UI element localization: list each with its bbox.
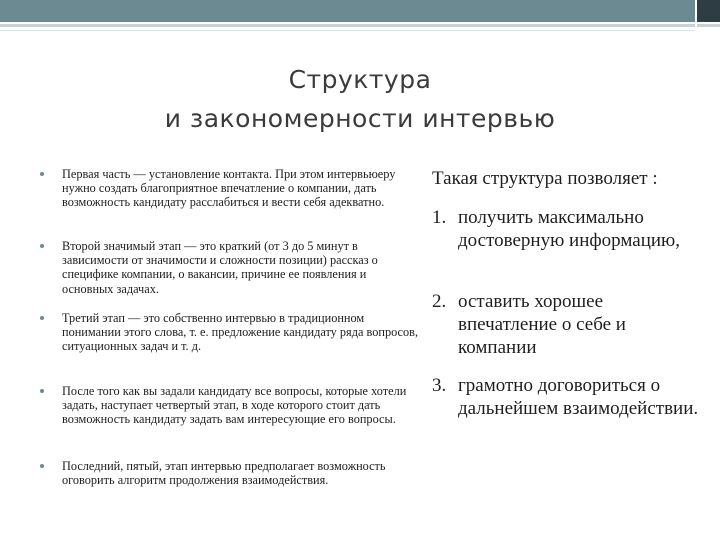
slide-title-line-2: и закономерности интервью <box>164 104 556 133</box>
bullet-icon <box>40 244 44 248</box>
stage-item-2 <box>40 239 420 296</box>
stage-text: Третий этап — это собственно интервью в традиционном понимании этого слова, т. е. предложение кандидату ряда вопросов, ситуационных задач и т. д. <box>62 311 419 354</box>
stage-item-3 <box>40 311 420 354</box>
bullet-icon <box>40 389 44 393</box>
header-band <box>0 0 695 22</box>
header-rule-thin <box>0 30 695 31</box>
stage-item-5 <box>40 459 420 487</box>
benefit-number: 1. <box>432 207 447 228</box>
header-rule-accent <box>697 24 720 27</box>
stage-text: Первая часть — установление контакта. При этом интервьюеру нужно создать благоприятное впечатление о компании, дать возможность кандидату расслабиться и вести себя адекватно. <box>62 167 396 210</box>
bullet-icon <box>40 316 44 320</box>
benefit-text: оставить хорошее впечатление о себе и компании <box>458 291 626 358</box>
bullet-icon <box>40 464 44 468</box>
header-rule <box>0 24 695 27</box>
slide-title <box>100 60 620 138</box>
benefits-heading: Такая структура позволяет : <box>432 168 658 189</box>
stage-item-1 <box>40 167 420 210</box>
stage-text: После того как вы задали кандидату все вопросы, которые хотели задать, наступает четвертый этап, в ходе которого стоит дать возможность кандидату задать вам интересующие его вопросы. <box>62 384 407 427</box>
benefit-number: 3. <box>432 375 447 396</box>
stage-text: Второй значимый этап — это краткий (от 3 до 5 минут в зависимости от значимости и сложности позиции) рассказ о специфике компании, о вакансии, причине ее появления и основных задачах. <box>62 239 378 296</box>
benefit-item-2 <box>432 290 702 359</box>
benefit-number: 2. <box>432 291 447 312</box>
benefit-item-1 <box>432 206 702 252</box>
header-band-accent <box>697 0 720 22</box>
benefit-text: получить максимально достоверную информацию, <box>458 207 680 251</box>
slide-title-line-1: Структура <box>288 65 432 94</box>
benefit-item-3 <box>432 374 702 420</box>
bullet-icon <box>40 172 44 176</box>
stage-text: Последний, пятый, этап интервью предполагает возможность оговорить алгоритм продолжения взаимодействия. <box>62 459 386 488</box>
benefit-text: грамотно договориться о дальнейшем взаимодействии. <box>458 375 699 419</box>
stage-item-4 <box>40 384 420 427</box>
